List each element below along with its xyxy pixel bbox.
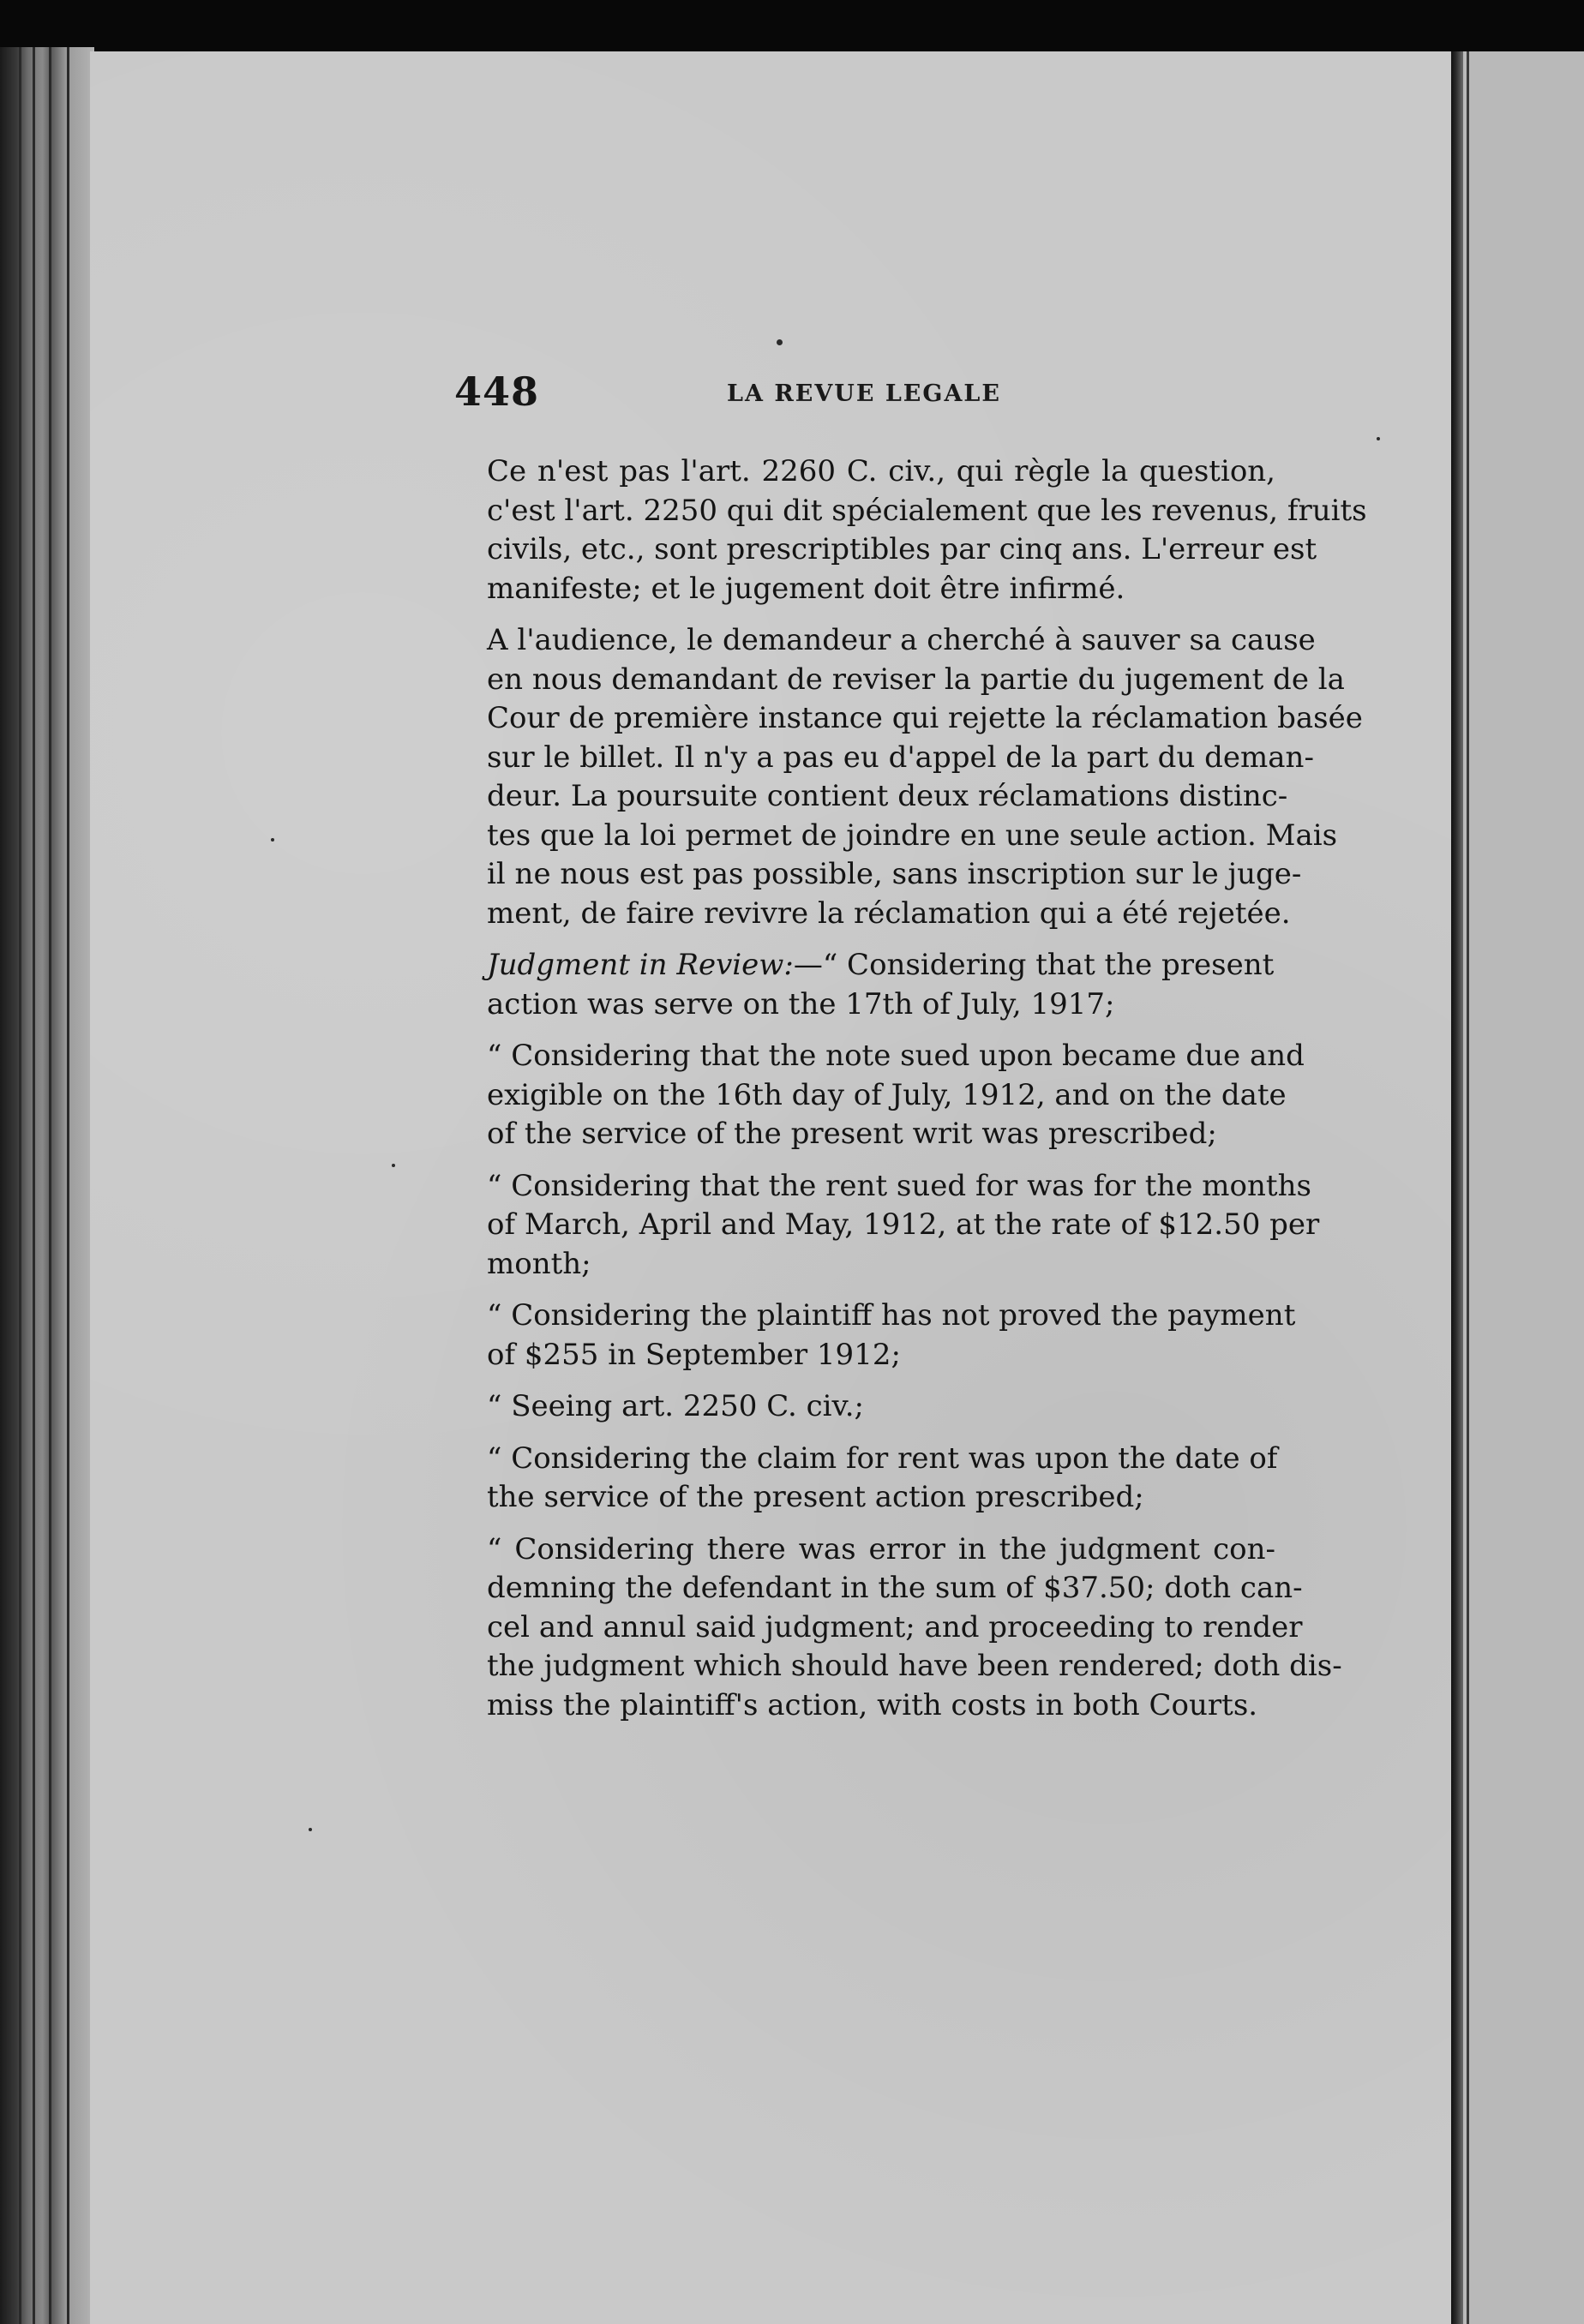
paragraph bbox=[453, 1297, 1296, 1375]
text-line: the service of the present action prescribed; bbox=[487, 1480, 1144, 1514]
paragraph bbox=[453, 1037, 1305, 1154]
text-line: “ Considering the claim for rent was upon the date of bbox=[487, 1441, 1278, 1476]
page-edge-line bbox=[67, 47, 69, 2324]
text-line: “ Considering that the rent sued for was for the months bbox=[487, 1168, 1311, 1203]
text-line: deur. La poursuite contient deux réclamations distinc- bbox=[487, 779, 1288, 813]
text-line: miss the plaintiff's action, with costs in both Courts. bbox=[487, 1687, 1258, 1722]
text-line: exigible on the 16th day of July, 1912, and on the date bbox=[487, 1077, 1287, 1112]
ink-speck bbox=[777, 339, 783, 345]
text-line: “ Considering that the note sued upon became due and bbox=[487, 1039, 1305, 1073]
paragraph bbox=[453, 1530, 1342, 1726]
text-line: A l'audience, le demandeur a cherché à sauver sa cause bbox=[487, 623, 1316, 657]
paragraph bbox=[453, 452, 1367, 608]
page-edge-line bbox=[49, 47, 51, 2324]
page-gutter-shadow bbox=[1451, 51, 1463, 2324]
text-line: tes que la loi permet de joindre en une seule action. Mais bbox=[487, 818, 1338, 853]
text-line: the judgment which should have been rendered; doth dis- bbox=[487, 1649, 1342, 1683]
page-number: 448 bbox=[454, 368, 540, 415]
book-page-edges bbox=[0, 47, 94, 2324]
paragraph bbox=[453, 1387, 1275, 1427]
ink-speck bbox=[309, 1828, 312, 1831]
text-line: action was serve on the 17th of July, 1917; bbox=[487, 986, 1115, 1021]
running-head: LA REVUE LEGALE bbox=[727, 380, 1001, 407]
text-line: “ Considering the plaintiff has not proved the payment bbox=[487, 1298, 1296, 1333]
text-line: of the service of the present writ was prescribed; bbox=[487, 1117, 1217, 1151]
scan-top-border bbox=[0, 0, 1584, 53]
text-line: demning the defendant in the sum of $37.50; doth can- bbox=[487, 1571, 1303, 1605]
text-line: “ Seeing art. 2250 C. civ.; bbox=[487, 1389, 864, 1423]
text-line: en nous demandant de reviser la partie du jugement de la bbox=[487, 662, 1345, 697]
page-edge-line bbox=[33, 47, 35, 2324]
text-line: sur le billet. Il n'y a pas eu d'appel de la part du deman- bbox=[487, 740, 1314, 775]
text-line: Ce n'est pas l'art. 2260 C. civ., qui règle la question, bbox=[487, 454, 1275, 488]
text-line: cel and annul said judgment; and proceeding to render bbox=[487, 1609, 1303, 1644]
body-text bbox=[453, 452, 1367, 1738]
ink-speck bbox=[271, 838, 274, 842]
paragraph bbox=[453, 1167, 1320, 1285]
gutter-line bbox=[1467, 51, 1469, 2324]
page-edge-line bbox=[19, 47, 21, 2324]
paragraph bbox=[453, 1440, 1278, 1518]
text-line bbox=[453, 946, 1275, 985]
text-line: month; bbox=[487, 1246, 591, 1281]
text-line: il ne nous est pas possible, sans inscription sur le juge- bbox=[487, 857, 1302, 891]
text-line: c'est l'art. 2250 qui dit spécialement que les revenus, fruits bbox=[487, 493, 1367, 528]
text-line: civils, etc., sont prescriptibles par cinq ans. L'erreur est bbox=[487, 532, 1317, 566]
text-line: of March, April and May, 1912, at the rate of $12.50 per bbox=[487, 1207, 1320, 1242]
text-line: manifeste; et le jugement doit être infirmé. bbox=[487, 571, 1125, 606]
text-line: Cour de première instance qui rejette la réclamation basée bbox=[487, 701, 1363, 735]
ink-speck bbox=[392, 1164, 395, 1167]
paragraph bbox=[453, 946, 1275, 1024]
ink-speck bbox=[1377, 437, 1380, 440]
page-header bbox=[454, 368, 1311, 420]
paragraph bbox=[453, 621, 1363, 933]
text-line: of $255 in September 1912; bbox=[487, 1337, 901, 1372]
judgment-in-review-label: Judgment in Review: bbox=[487, 948, 794, 982]
text-line: “ Considering there was error in the judgment con- bbox=[487, 1531, 1275, 1566]
text-line: ment, de faire revivre la réclamation qui a été rejetée. bbox=[487, 895, 1291, 931]
facing-page-strip bbox=[1451, 51, 1584, 2324]
text-fragment: —“ Considering that the present bbox=[793, 948, 1275, 982]
